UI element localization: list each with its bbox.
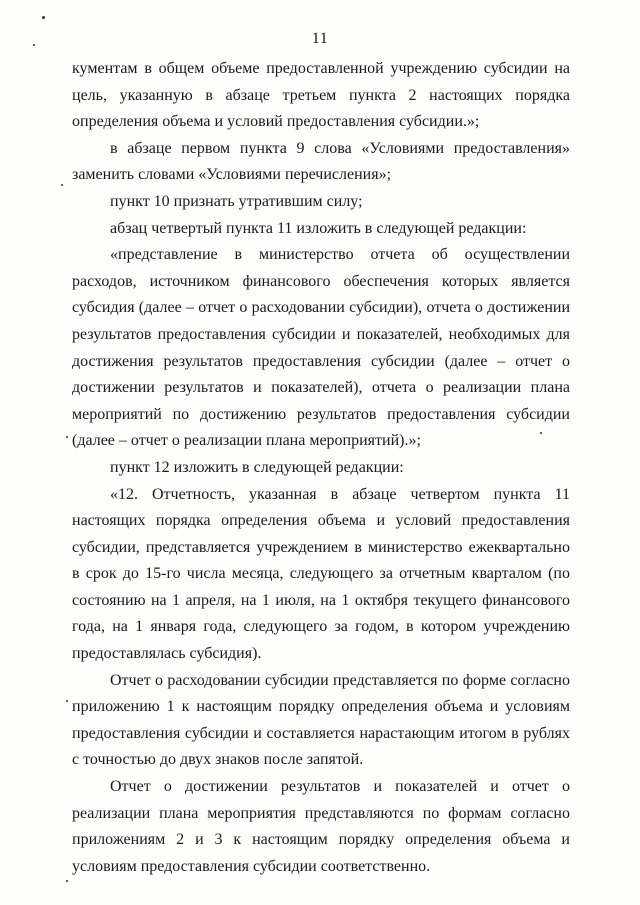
paragraph-expense-report: Отчет о расходовании субсидии представляется по форме согласно приложению 1 к настоящим порядку определения объема и условиям предоставления субсидии и составляется нарастающим итогом в рублях с точностью до двух знаков после запятой. (72, 671, 570, 769)
paragraph-point-10-repeal: пункт 10 признать утратившим силу; (110, 192, 363, 210)
scan-speck (61, 184, 63, 186)
paragraph-amendment-point-9: в абзаце первом пункта 9 слова «Условиями предоставления» заменить словами «Условиями перечисления»; (72, 139, 570, 184)
scan-speck (42, 16, 45, 19)
page-number: 11 (311, 30, 329, 47)
paragraph-point-11-new-text: «представление в министерство отчета об осуществлении расходов, источником финансового обеспечения которых является субсидия (далее – отчет о расходовании субсидии), отчета о достижении результатов предоставления субсидии и показателей, необходимых для достижения результатов предоставления субсидии (далее – отчет о достижении результатов и показателей), отчета о реализации плана мероприятий по достижению результатов предоставления субсидии (далее – отчет о реализации плана мероприятий).»; (72, 246, 570, 450)
scan-speck (66, 880, 68, 882)
scan-speck (66, 700, 68, 702)
scan-speck (540, 432, 542, 434)
document-body (72, 56, 570, 880)
scan-speck (66, 436, 68, 438)
paragraph-point-12-intro: пункт 12 изложить в следующей редакции: (110, 458, 404, 476)
paragraph-results-report: Отчет о достижении результатов и показателей и отчет о реализации плана мероприятия представляются по формам согласно приложениям 2 и 3 к настоящим порядку определения объема и условиям предоставления субсидии соответственно. (72, 778, 570, 875)
scan-speck (33, 44, 35, 46)
paragraph-point-12-new-text: «12. Отчетность, указанная в абзаце четвертом пункта 11 настоящих порядка определения объема и условий предоставления субсидии, представляется учреждением в министерство ежеквартально в срок до 15-го числа месяца, следующего за отчетным кварталом (по состоянию на 1 апреля, на 1 июля, на 1 октября текущего финансового года, на 1 января года, следующего за годом, в котором учреждению предоставлялась субсидия). (72, 485, 570, 663)
paragraph-continuation: кументам в общем объеме предоставленной учреждению субсидии на цель, указанную в абзаце третьем пункта 2 настоящих порядка определения объема и условий предоставления субсидии.»; (72, 60, 570, 131)
paragraph-point-11-intro: абзац четвертый пункта 11 изложить в следующей редакции: (110, 219, 527, 237)
